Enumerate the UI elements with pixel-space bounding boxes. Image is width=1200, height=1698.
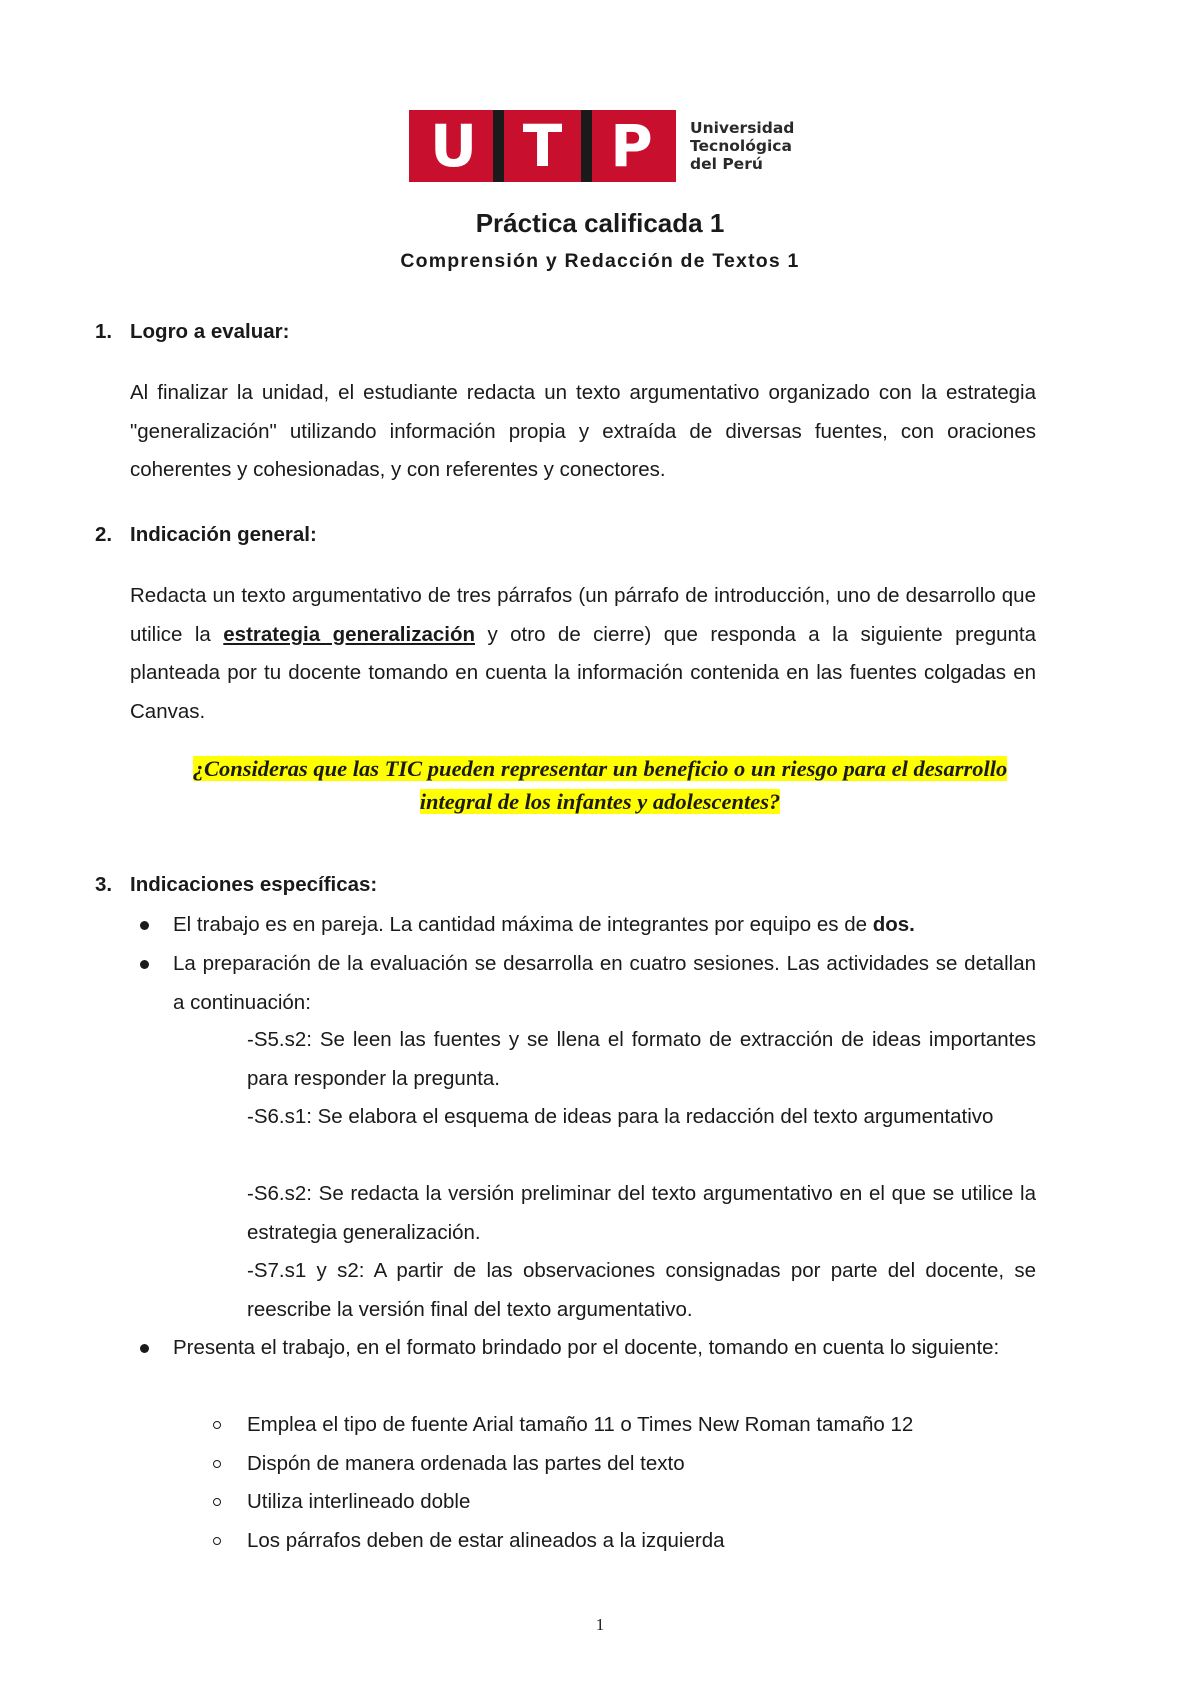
logo-letter-u: U [429, 112, 478, 180]
bullet-text: El trabajo es en pareja. La cantidad máxima de integrantes por equipo es de [173, 913, 873, 936]
section-heading-especificas [95, 873, 377, 897]
section-number: 2. [95, 523, 113, 546]
bullet-item [173, 906, 1036, 945]
page-title: Práctica calificada 1 [475, 208, 725, 238]
section-paragraph-logro: Al finalizar la unidad, el estudiante redacta un texto argumentativo organizado con la estrategia "generalización" utilizando información propia y extraída de diversas fuentes, con oraciones coherentes y cohesionadas, y con referentes y conectores. [130, 381, 1036, 481]
section-paragraph-indicacion [130, 577, 1036, 731]
logo-name-line: Universidad [690, 119, 795, 137]
logo-letter-t: T [522, 112, 563, 180]
section-heading-indicacion [95, 523, 317, 547]
session-item: -S7.s1 y s2: A partir de las observaciones consignadas por parte del docente, se reescribe la versión final del texto argumentativo. [247, 1259, 1036, 1321]
format-item: Dispón de manera ordenada las partes del texto [247, 1452, 685, 1475]
page-subtitle: Comprensión y Redacción de Textos 1 [400, 250, 800, 272]
section-heading-text: Indicación general: [130, 523, 317, 546]
logo-mark [409, 110, 676, 182]
question-line: ¿Consideras que las TIC pueden representar un beneficio o un riesgo para el desarrollo [192, 756, 1008, 781]
logo-letter-p: P [610, 112, 653, 180]
section-heading-text: Indicaciones específicas: [130, 873, 378, 896]
section-heading-text: Logro a evaluar: [130, 320, 290, 343]
bullet-bold: dos. [872, 913, 915, 936]
format-item: Utiliza interlineado doble [247, 1490, 471, 1513]
utp-logo [409, 110, 794, 182]
paragraph-text: Redacta un texto argumentativo de tres párrafos (un párrafo de introducción, uno de desarrollo que utilice la [130, 584, 1036, 646]
guiding-question [0, 752, 1200, 818]
circle-bullet [213, 1537, 221, 1545]
logo-separator [581, 110, 592, 182]
emphasis-strategy: estrategia generalización [223, 622, 475, 646]
logo-separator [493, 110, 504, 182]
circle-bullet [213, 1421, 221, 1429]
page-number: 1 [595, 1615, 605, 1634]
logo-name-line: del Perú [690, 155, 763, 173]
session-item: -S6.s2: Se redacta la versión preliminar del texto argumentativo en el que se utilice la estrategia generalización. [247, 1182, 1036, 1244]
session-item: -S5.s2: Se leen las fuentes y se llena el formato de extracción de ideas importantes para responder la pregunta. [247, 1028, 1036, 1090]
logo-wordmark [690, 119, 794, 173]
bullet-dot [140, 1344, 149, 1353]
section-number: 3. [95, 873, 113, 896]
format-item: Los párrafos deben de estar alineados a la izquierda [247, 1529, 725, 1552]
circle-bullet [213, 1498, 221, 1506]
bullet-item: Presenta el trabajo, en el formato brindado por el docente, tomando en cuenta lo siguiente: [173, 1336, 1000, 1359]
circle-bullet [213, 1460, 221, 1468]
section-number: 1. [95, 320, 113, 343]
logo-name-line: Tecnológica [690, 137, 792, 155]
format-item: Emplea el tipo de fuente Arial tamaño 11 o Times New Roman tamaño 12 [247, 1413, 914, 1436]
bullet-dot [140, 960, 149, 969]
session-item: -S6.s1: Se elabora el esquema de ideas para la redacción del texto argumentativo [247, 1105, 994, 1128]
question-line: integral de los infantes y adolescentes? [419, 789, 781, 814]
bullet-item: La preparación de la evaluación se desarrolla en cuatro sesiones. Las actividades se detallan a continuación: [173, 952, 1036, 1014]
paragraph-text: y otro de cierre) que responda a la siguiente pregunta planteada por tu docente tomando en cuenta la información contenida en las fuentes colgadas en Canvas. [130, 622, 1036, 723]
bullet-dot [140, 921, 149, 930]
section-heading-logro [95, 320, 290, 344]
